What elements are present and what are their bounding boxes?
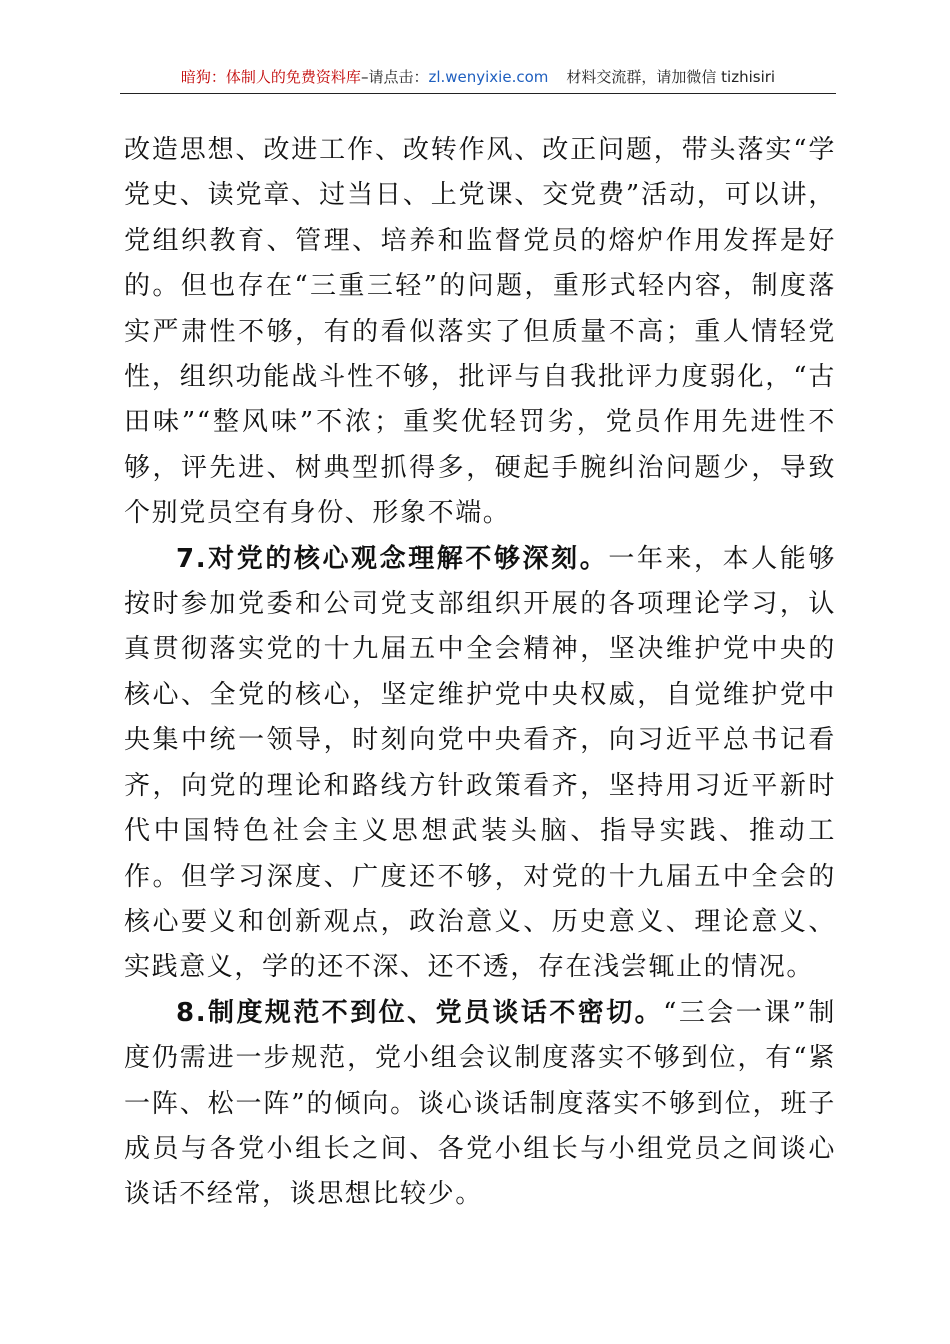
document-body	[124, 128, 836, 1218]
item-7-heading: 7.对党的核心观念理解不够深刻。	[176, 543, 609, 574]
paragraph-item-7	[124, 537, 836, 991]
header-brand: 暗狗：体制人的免费资料库	[180, 68, 361, 86]
paragraph-item-8	[124, 991, 836, 1218]
header-group-text: 材料交流群，请加微信 tizhisiri	[566, 68, 776, 86]
item-7-text: 一年来，本人能够按时参加党委和公司党支部组织开展的各项理论学习，认真贯彻落实党的十九届五中全会精神，坚决维护党中央的核心、全党的核心，坚定维护党中央权威，自觉维护党中央集中统一领导，时刻向党中央看齐，向习近平总书记看齐，向党的理论和路线方针政策看齐，坚持用习近平新时代中国特色社会主义思想武装头脑、指导实践、推动工作。但学习深度、广度还不够，对党的十九届五中全会的核心要义和创新观点，政治意义、历史意义、理论意义、实践意义，学的还不深、还不透，存在浅尝辄止的情况。	[124, 543, 836, 983]
paragraph-continuation: 改造思想、改进工作、改转作风、改正问题，带头落实“学党史、读党章、过当日、上党课、交党费”活动，可以讲，党组织教育、管理、培养和监督党员的熔炉作用发挥是好的。但也存在“三重三轻”的问题，重形式轻内容，制度落实严肃性不够，有的看似落实了但质量不高；重人情轻党性，组织功能战斗性不够，批评与自我批评力度弱化，“古田味”“整风味”不浓；重奖优轻罚劣，党员作用先进性不够，评先进、树典型抓得多，硬起手腕纠治问题少，导致个别党员空有身份、形象不端。	[124, 135, 836, 529]
item-8-text: “三会一课”制度仍需进一步规范，党小组会议制度落实不够到位，有“紧一阵、松一阵”的倾向。谈心谈话制度落实不够到位，班子成员与各党小组长之间、各党小组长与小组党员之间谈心谈话不经常，谈思想比较少。	[124, 997, 836, 1210]
header-url-link[interactable]: zl.wenyixie.com	[428, 68, 549, 86]
page-header	[120, 66, 836, 94]
item-8-heading: 8.制度规范不到位、党员谈话不密切。	[176, 997, 664, 1028]
header-click-prefix: –请点击：	[360, 68, 429, 86]
